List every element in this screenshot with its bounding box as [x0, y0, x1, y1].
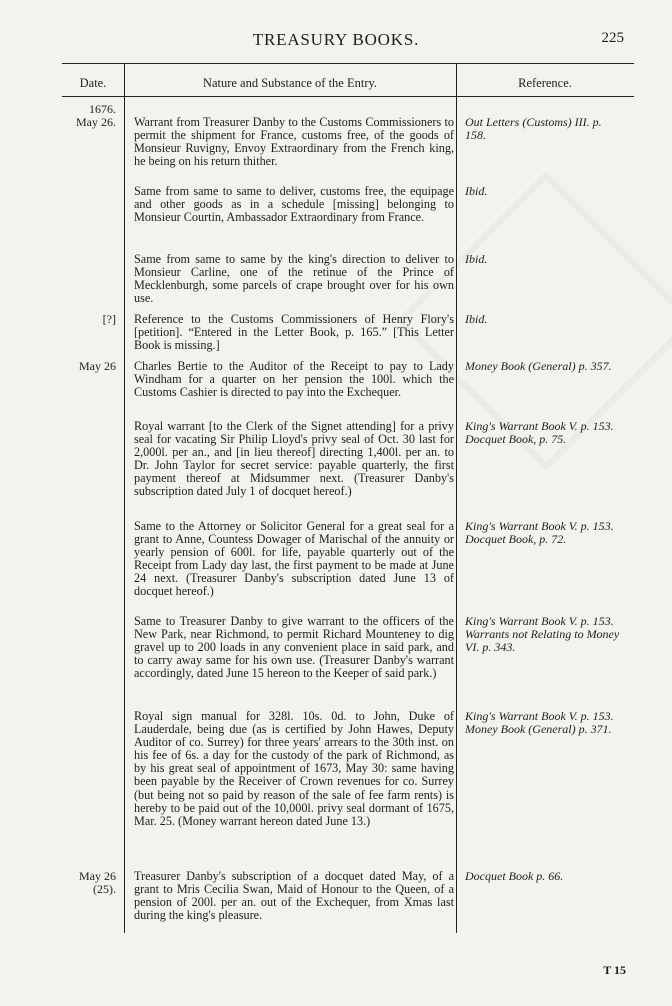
entry-reference: Docquet Book p. 66. [465, 869, 564, 883]
entry-reference: Ibid. [465, 184, 488, 198]
entry-date: 1676. May 26. [76, 102, 116, 129]
entry-reference: Money Book (General) p. 357. [465, 359, 612, 373]
signature-mark: T 15 [603, 963, 626, 977]
column-header-date: Date. [79, 76, 107, 90]
entry-reference: King's Warrant Book V. p. 153. Docquet Book, p. 75. [465, 419, 614, 446]
page-running-title: TREASURY BOOKS. [252, 30, 420, 49]
column-header-reference: Reference. [518, 76, 572, 90]
entry-text: Warrant from Treasurer Danby to the Customs Commissioners to permit the shipment for France, customs free, of the goods of Monsieur Ruvigny, Envoy Extraordinary from the French king, he being on his return thither. [134, 115, 454, 169]
entry-text: Treasurer Danby's subscription of a docquet dated May, of a grant to Mris Cecilia Swan, Maid of Honour to the Queen, of a pension of 200l. per an. out of the Exchequer, from Xmas last during the king's pleasure. [134, 869, 454, 923]
column-header-nature: Nature and Substance of the Entry. [202, 76, 378, 90]
entry-text: Royal sign manual for 328l. 10s. 0d. to John, Duke of Lauderdale, being due (as is certified by John Hawes, Deputy Auditor of co. Surrey) for three years' arrears to the 30th inst. on his fee of 6s. a day for the custody of the park of Richmond, as by his great seal of appointment of 1673, May 30: same having been payable by the Receiver of Crown revenues for co. Surrey (but being not so paid by reason of the sale of fee farm rents) is hereby to be paid out of the 10,000l. privy seal dormant of 1675, Mar. 25. (Money warrant hereon dated June 13.) [134, 709, 454, 828]
reference-column-divider [456, 63, 457, 933]
entry-text: Reference to the Customs Commissioners of Henry Flory's [petition]. “Entered in the Letter Book, p. 165.” [This Letter Book is missing.] [134, 312, 454, 353]
table-top-rule [62, 63, 634, 64]
entry-text: Same to Treasurer Danby to give warrant to the officers of the New Park, near Richmond, to permit Richard Mounteney to dig gravel up to 200 loads in any convenient place in said park, and to carry away same for his own use. (Treasurer Danby's warrant accordingly, dated June 15 hereon to the Keeper of said park.) [134, 614, 454, 681]
page-number: 225 [601, 30, 624, 46]
entry-reference: King's Warrant Book V. p. 153. Money Book (General) p. 371. [465, 709, 614, 736]
date-column-divider [124, 63, 125, 933]
entry-reference: Ibid. [465, 252, 488, 266]
entry-date: May 26 (25). [79, 869, 116, 896]
entry-text: Royal warrant [to the Clerk of the Signet attending] for a privy seal for vacating Sir Philip Lloyd's privy seal of Oct. 30 last for 2,000l. per an., and [in lieu thereof] directing 1,400l. per an. to Dr. John Taylor for secret service: payable quarterly, the first payment thereof at Midsummer next. (Treasurer Danby's subscription dated July 1 of docquet hereof.) [134, 419, 454, 499]
entry-reference: King's Warrant Book V. p. 153. Warrants not Relating to Money VI. p. 343. [465, 614, 620, 654]
entry-date: [?] [102, 312, 116, 326]
entry-text: Same from same to same to deliver, customs free, the equipage and other goods as in a schedule [missing] belonging to Monsieur Courtin, Ambassador Extraordinary from France. [134, 184, 454, 225]
entry-reference: King's Warrant Book V. p. 153. Docquet Book, p. 72. [465, 519, 614, 546]
entry-date: May 26 [79, 359, 116, 373]
entry-reference: Ibid. [465, 312, 488, 326]
entry-text: Charles Bertie to the Auditor of the Receipt to pay to Lady Windham for a quarter on her pension the 100l. which the Customs Cashier is directed to pay into the Exchequer. [134, 359, 454, 400]
entry-text: Same to the Attorney or Solicitor General for a great seal for a grant to Anne, Countess Dowager of Marischal of the annuity or yearly pension of 600l. for life, payable quarterly out of the Receipt from Lady day last, the first payment to be made at June 24 next. (Treasurer Danby's subscription dated June 13 of docquet hereof.) [134, 519, 454, 599]
table-head-rule [62, 96, 634, 97]
entry-text: Same from same to same by the king's direction to deliver to Monsieur Carline, one of the retinue of the Prince of Mecklenburgh, some parcels of crape brought over for his own use. [134, 252, 454, 306]
entry-reference: Out Letters (Customs) III. p. 158. [465, 115, 602, 142]
